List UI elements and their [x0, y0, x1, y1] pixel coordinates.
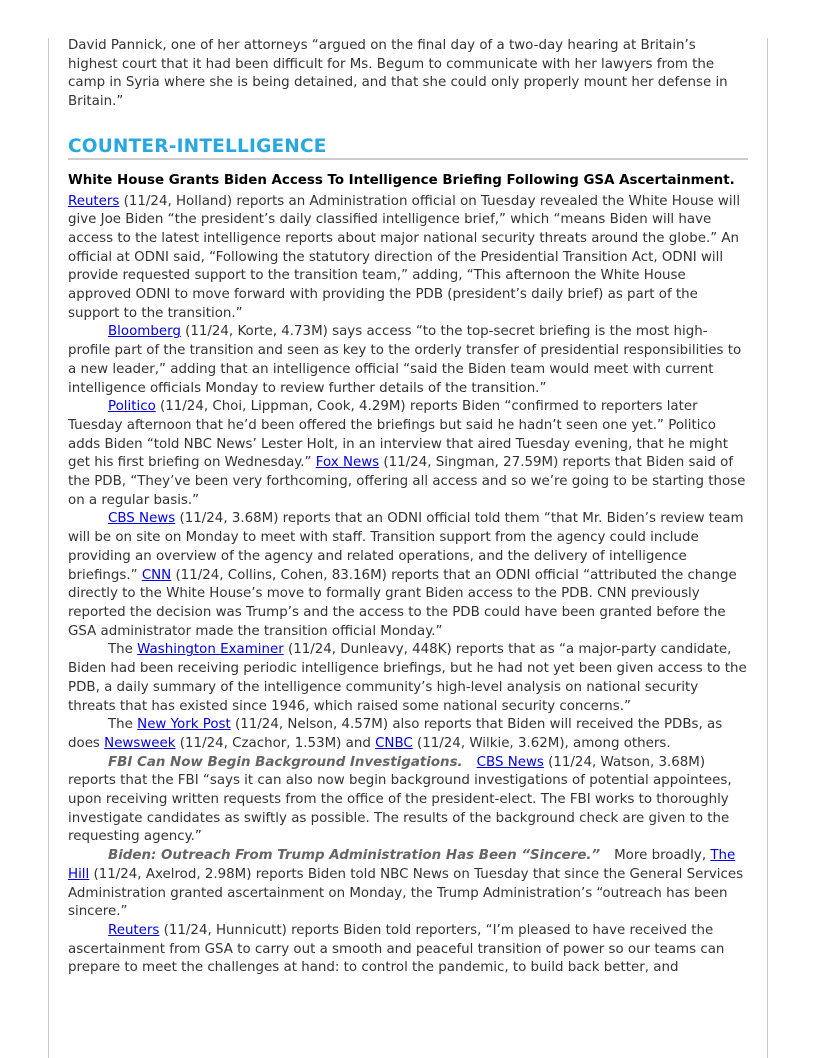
paragraph-text: (11/24, 3.68M) reports that an ODNI official told them “that Mr. Biden’s review team will be on site on Monday to meet with staff. Transition support from the agency could include providing an overview of the agency and related operations, and the delivery of intelligence briefings.” — [68, 511, 744, 583]
article-paragraph-9 — [68, 922, 748, 978]
paragraph-text: (11/24, Czachor, 1.53M) and — [175, 735, 376, 751]
article-paragraph-2 — [68, 323, 748, 398]
article-headline: White House Grants Biden Access To Intelligence Briefing Following GSA Ascertainment. — [68, 172, 735, 188]
article-paragraph-6 — [68, 716, 748, 753]
source-link-cnn[interactable]: CNN — [141, 567, 172, 583]
source-link-reuters-2[interactable]: Reuters — [108, 922, 160, 938]
article-paragraph-1 — [68, 193, 748, 324]
source-link-the-hill[interactable]: The Hill — [68, 848, 736, 882]
document-body — [68, 37, 748, 978]
paragraph-text: (11/24, Singman, 27.59M) reports that Biden said of the PDB, “They’ve been very forthcoming, offering all access and so we’re going to be starting those on a regular basis.” — [68, 455, 746, 508]
intro-paragraph: David Pannick, one of her attorneys “argued on the final day of a two-day hearing at Britain’s highest court that it had been difficult for Ms. Begum to communicate with her lawyers from the camp in Syria where she is being detained, and that she could only properly mount her defense in Britain.” — [68, 38, 728, 110]
source-link-bloomberg[interactable]: Bloomberg — [108, 324, 181, 340]
article-paragraph-8 — [68, 847, 748, 922]
article-paragraph-3 — [68, 398, 748, 510]
source-link-reuters[interactable]: Reuters — [68, 193, 120, 209]
article-paragraph-7 — [68, 754, 748, 848]
source-link-cbs-news[interactable]: CBS News — [108, 511, 176, 527]
source-link-cbs-news-2[interactable]: CBS News — [476, 754, 544, 770]
paragraph-text: (11/24, Choi, Lippman, Cook, 4.29M) reports Biden “confirmed to reporters later Tuesday afternoon that he’d been offered the briefings but said he hadn’t seen one yet.” Politico adds Biden “told NBC News’ Lester Holt, in an interview that aired Tuesday evening, that he might get his first briefing on Wednesday.” — [68, 399, 728, 471]
paragraph-text: (11/24, Collins, Cohen, 83.16M) reports that an ODNI official “attributed the change directly to the White House’s move to formally grant Biden access to the PDB. CNN previously reported the decision was Trump’s and the access to the PDB could have been granted before the GSA administrator made the transition official Monday.” — [68, 567, 737, 639]
subheading-fbi: FBI Can Now Begin Background Investigations. — [108, 754, 463, 770]
paragraph-text: (11/24, Nelson, 4.57M) also reports that Biden will received the PDBs, as does — [68, 717, 723, 751]
source-link-newsweek[interactable]: Newsweek — [104, 735, 176, 751]
subheading-outreach: Biden: Outreach From Trump Administration Has Been “Sincere.” — [108, 848, 601, 864]
article-paragraph-5 — [68, 641, 748, 716]
paragraph-text: (11/24, Holland) reports an Administration official on Tuesday revealed the White House will give Joe Biden “the president’s daily classified intelligence brief,” which “means Biden will have access to the latest intelligence reports about major national security threats around the globe.” An official at ODNI said, “Following the statutory direction of the Presidential Transition Act, ODNI will provide requested support to the transition team,” adding, “This afternoon the White House approved ODNI to move forward with providing the PDB (president’s daily brief) as part of the support to the transition.” — [68, 193, 741, 321]
paragraph-text: (11/24, Watson, 3.68M) reports that the FBI “says it can also now begin background investigations of potential appointees, upon receiving written requests from the office of the president-elect. The FBI works to thoroughly investigate candidates as swiftly as possible. The results of the background check are given to the requesting agency.” — [68, 754, 732, 845]
source-link-politico[interactable]: Politico — [108, 399, 156, 415]
source-link-washington-examiner[interactable]: Washington Examiner — [137, 642, 284, 658]
paragraph-lead: The — [108, 642, 138, 658]
source-link-cnbc[interactable]: CNBC — [375, 735, 413, 751]
section-heading: COUNTER-INTELLIGENCE — [68, 136, 748, 160]
article-paragraph-4 — [68, 510, 748, 641]
paragraph-lead: The — [108, 717, 138, 733]
paragraph-text: (11/24, Axelrod, 2.98M) reports Biden told NBC News on Tuesday that since the General Services Administration granted ascertainment on Monday, the Trump Administration’s “outreach has been sincere.” — [68, 866, 744, 920]
paragraph-lead: More broadly, — [614, 848, 711, 864]
paragraph-text: (11/24, Wilkie, 3.62M), among others. — [412, 735, 671, 751]
paragraph-text: (11/24, Dunleavy, 448K) reports that as “a major-party candidate, Biden had been receiving periodic intelligence briefings, but he had not yet been given access to the PDB, a daily summary of the intelligence community’s high-level analysis on national security threats that has existed since 1946, which raised some national security concerns.” — [68, 642, 747, 714]
paragraph-text: (11/24, Hunnicutt) reports Biden told reporters, “I’m pleased to have received the ascertainment from GSA to carry out a smooth and peaceful transition of power so our teams can prepare to meet the challenges at hand: to control the pandemic, to build back better, and — [68, 922, 725, 976]
source-link-new-york-post[interactable]: New York Post — [137, 717, 231, 733]
source-link-fox-news[interactable]: Fox News — [315, 455, 380, 471]
paragraph-text: (11/24, Korte, 4.73M) says access “to the top-secret briefing is the most high-profile part of the transition and seen as key to the orderly transfer of presidential responsibilities to a new leader,” adding that an intelligence official “said the Biden team would meet with current intelligence officials Monday to review further details of the transition.” — [68, 324, 742, 396]
